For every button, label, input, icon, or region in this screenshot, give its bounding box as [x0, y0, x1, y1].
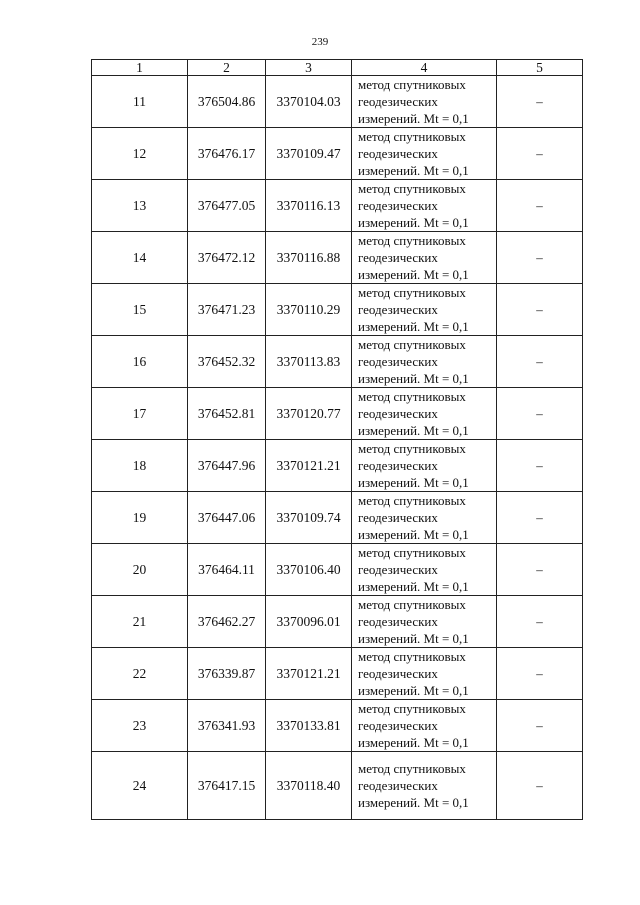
method-line: метод спутниковых [358, 233, 466, 248]
x-coordinate-cell: 376476.17 [188, 128, 266, 180]
y-coordinate-cell: 3370109.74 [266, 492, 352, 544]
method-line: метод спутниковых [358, 285, 466, 300]
x-coordinate-cell: 376471.23 [188, 284, 266, 336]
table-row [92, 440, 583, 492]
table-row [92, 752, 583, 820]
x-coordinate-cell: 376462.27 [188, 596, 266, 648]
y-coordinate-cell: 3370106.40 [266, 544, 352, 596]
method-line: метод спутниковых [358, 701, 466, 716]
method-cell [352, 544, 497, 596]
table-row [92, 544, 583, 596]
table-row [92, 648, 583, 700]
method-line: метод спутниковых [358, 597, 466, 612]
description-cell: – [497, 440, 583, 492]
y-coordinate-cell: 3370110.29 [266, 284, 352, 336]
method-line: геодезических [358, 666, 438, 681]
description-cell: – [497, 232, 583, 284]
table-row [92, 284, 583, 336]
method-cell [352, 388, 497, 440]
method-line: измерений. Mt = 0,1 [358, 795, 469, 810]
method-cell [352, 76, 497, 128]
method-line: измерений. Mt = 0,1 [358, 579, 469, 594]
point-number-cell: 24 [92, 752, 188, 820]
description-cell: – [497, 180, 583, 232]
method-line: измерений. Mt = 0,1 [358, 423, 469, 438]
point-number-cell: 14 [92, 232, 188, 284]
method-cell [352, 284, 497, 336]
y-coordinate-cell: 3370121.21 [266, 440, 352, 492]
method-line: метод спутниковых [358, 649, 466, 664]
y-coordinate-cell: 3370120.77 [266, 388, 352, 440]
description-cell: – [497, 388, 583, 440]
method-line: измерений. Mt = 0,1 [358, 267, 469, 282]
x-coordinate-cell: 376341.93 [188, 700, 266, 752]
table-row [92, 492, 583, 544]
y-coordinate-cell: 3370113.83 [266, 336, 352, 388]
method-line: геодезических [358, 354, 438, 369]
method-line: измерений. Mt = 0,1 [358, 319, 469, 334]
description-cell: – [497, 336, 583, 388]
method-cell [352, 700, 497, 752]
description-cell: – [497, 284, 583, 336]
description-cell: – [497, 492, 583, 544]
method-line: метод спутниковых [358, 181, 466, 196]
method-line: метод спутниковых [358, 493, 466, 508]
method-line: метод спутниковых [358, 761, 466, 776]
y-coordinate-cell: 3370116.13 [266, 180, 352, 232]
x-coordinate-cell: 376339.87 [188, 648, 266, 700]
method-cell [352, 232, 497, 284]
x-coordinate-cell: 376464.11 [188, 544, 266, 596]
method-cell [352, 596, 497, 648]
method-cell [352, 492, 497, 544]
x-coordinate-cell: 376504.86 [188, 76, 266, 128]
method-line: геодезических [358, 198, 438, 213]
method-cell [352, 180, 497, 232]
description-cell: – [497, 648, 583, 700]
x-coordinate-cell: 376417.15 [188, 752, 266, 820]
point-number-cell: 16 [92, 336, 188, 388]
x-coordinate-cell: 376452.32 [188, 336, 266, 388]
method-cell [352, 752, 497, 820]
y-coordinate-cell: 3370096.01 [266, 596, 352, 648]
method-line: геодезических [358, 718, 438, 733]
point-number-cell: 21 [92, 596, 188, 648]
table-row [92, 180, 583, 232]
y-coordinate-cell: 3370116.88 [266, 232, 352, 284]
description-cell: – [497, 76, 583, 128]
point-number-cell: 11 [92, 76, 188, 128]
table-row [92, 232, 583, 284]
x-coordinate-cell: 376447.06 [188, 492, 266, 544]
method-line: геодезических [358, 146, 438, 161]
y-coordinate-cell: 3370133.81 [266, 700, 352, 752]
method-line: геодезических [358, 406, 438, 421]
point-number-cell: 13 [92, 180, 188, 232]
method-cell [352, 440, 497, 492]
y-coordinate-cell: 3370118.40 [266, 752, 352, 820]
header-cell: 3 [266, 60, 352, 76]
method-line: метод спутниковых [358, 77, 466, 92]
table-row [92, 336, 583, 388]
point-number-cell: 20 [92, 544, 188, 596]
method-line: метод спутниковых [358, 441, 466, 456]
y-coordinate-cell: 3370104.03 [266, 76, 352, 128]
x-coordinate-cell: 376477.05 [188, 180, 266, 232]
method-line: измерений. Mt = 0,1 [358, 215, 469, 230]
coordinates-table [91, 59, 583, 820]
method-line: геодезических [358, 458, 438, 473]
method-line: метод спутниковых [358, 129, 466, 144]
method-line: геодезических [358, 778, 438, 793]
description-cell: – [497, 544, 583, 596]
header-cell: 2 [188, 60, 266, 76]
method-line: измерений. Mt = 0,1 [358, 371, 469, 386]
x-coordinate-cell: 376452.81 [188, 388, 266, 440]
table-row [92, 700, 583, 752]
x-coordinate-cell: 376472.12 [188, 232, 266, 284]
point-number-cell: 23 [92, 700, 188, 752]
point-number-cell: 19 [92, 492, 188, 544]
method-line: измерений. Mt = 0,1 [358, 683, 469, 698]
method-line: геодезических [358, 510, 438, 525]
description-cell: – [497, 700, 583, 752]
page-number: 239 [311, 36, 329, 48]
point-number-cell: 15 [92, 284, 188, 336]
method-line: метод спутниковых [358, 545, 466, 560]
table-row [92, 596, 583, 648]
table-header-row [92, 60, 583, 76]
method-line: геодезических [358, 250, 438, 265]
method-line: метод спутниковых [358, 337, 466, 352]
method-line: измерений. Mt = 0,1 [358, 475, 469, 490]
description-cell: – [497, 752, 583, 820]
method-cell [352, 128, 497, 180]
table-row [92, 388, 583, 440]
method-line: геодезических [358, 94, 438, 109]
header-cell: 5 [497, 60, 583, 76]
method-line: геодезических [358, 562, 438, 577]
x-coordinate-cell: 376447.96 [188, 440, 266, 492]
y-coordinate-cell: 3370121.21 [266, 648, 352, 700]
header-cell: 4 [352, 60, 497, 76]
method-line: измерений. Mt = 0,1 [358, 163, 469, 178]
method-cell [352, 336, 497, 388]
method-line: измерений. Mt = 0,1 [358, 111, 469, 126]
table-row [92, 76, 583, 128]
point-number-cell: 17 [92, 388, 188, 440]
method-line: геодезических [358, 302, 438, 317]
description-cell: – [497, 596, 583, 648]
description-cell: – [497, 128, 583, 180]
point-number-cell: 22 [92, 648, 188, 700]
y-coordinate-cell: 3370109.47 [266, 128, 352, 180]
method-line: измерений. Mt = 0,1 [358, 631, 469, 646]
point-number-cell: 12 [92, 128, 188, 180]
method-line: измерений. Mt = 0,1 [358, 735, 469, 750]
method-line: метод спутниковых [358, 389, 466, 404]
table-row [92, 128, 583, 180]
method-line: измерений. Mt = 0,1 [358, 527, 469, 542]
method-cell [352, 648, 497, 700]
header-cell: 1 [92, 60, 188, 76]
method-line: геодезических [358, 614, 438, 629]
point-number-cell: 18 [92, 440, 188, 492]
